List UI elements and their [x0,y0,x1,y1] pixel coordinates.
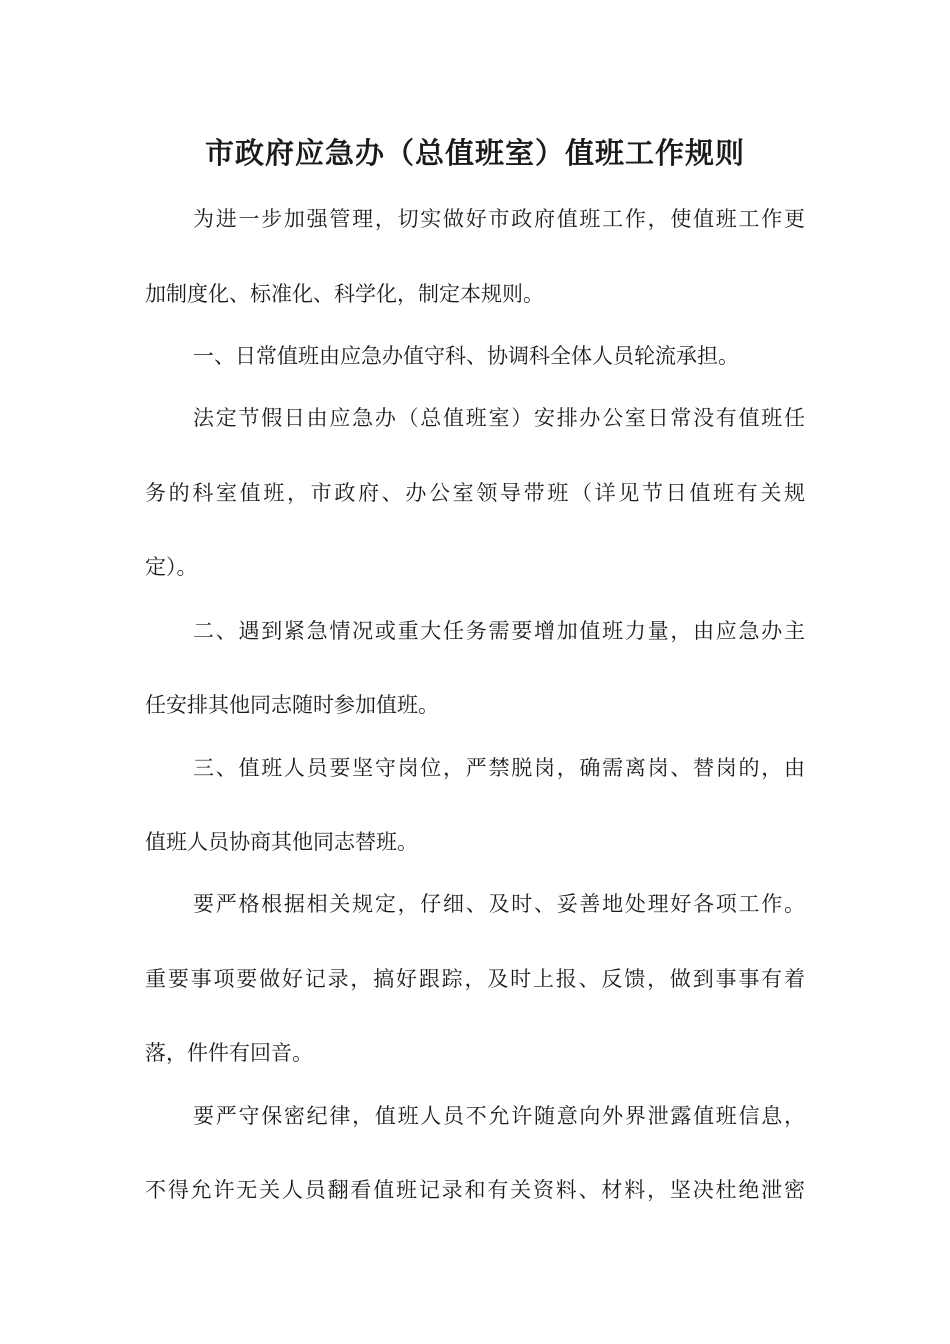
paragraph-line: 要严格根据相关规定，仔细、及时、妥善地处理好各项工作。 [193,892,805,916]
paragraph-line: 一、日常值班由应急办值守科、协调科全体人员轮流承担。 [193,344,739,368]
paragraph-line: 任安排其他同志随时参加值班。 [145,693,439,717]
paragraph-line: 为进一步加强管理，切实做好市政府值班工作，使值班工作更 [193,207,805,231]
paragraph-line: 定）。 [145,555,198,579]
paragraph-line: 务的科室值班，市政府、办公室领导带班（详见节日值班有关规 [145,481,805,505]
paragraph-line: 二、遇到紧急情况或重大任务需要增加值班力量，由应急办主 [193,619,805,643]
document-title: 市政府应急办（总值班室）值班工作规则 [204,136,745,170]
paragraph-line: 不得允许无关人员翻看值班记录和有关资料、材料，坚决杜绝泄密 [145,1178,805,1202]
paragraph-line: 重要事项要做好记录，搞好跟踪，及时上报、反馈，做到事事有着 [145,967,805,991]
paragraph-line: 值班人员协商其他同志替班。 [145,830,418,854]
paragraph-line: 要严守保密纪律，值班人员不允许随意向外界泄露值班信息， [193,1104,805,1128]
paragraph-line: 三、值班人员要坚守岗位，严禁脱岗，确需离岗、替岗的，由 [193,756,805,780]
paragraph-line: 落，件件有回音。 [145,1041,313,1065]
paragraph-line: 法定节假日由应急办（总值班室）安排办公室日常没有值班任 [193,406,805,430]
paragraph-line: 加制度化、标准化、科学化，制定本规则。 [145,282,544,306]
